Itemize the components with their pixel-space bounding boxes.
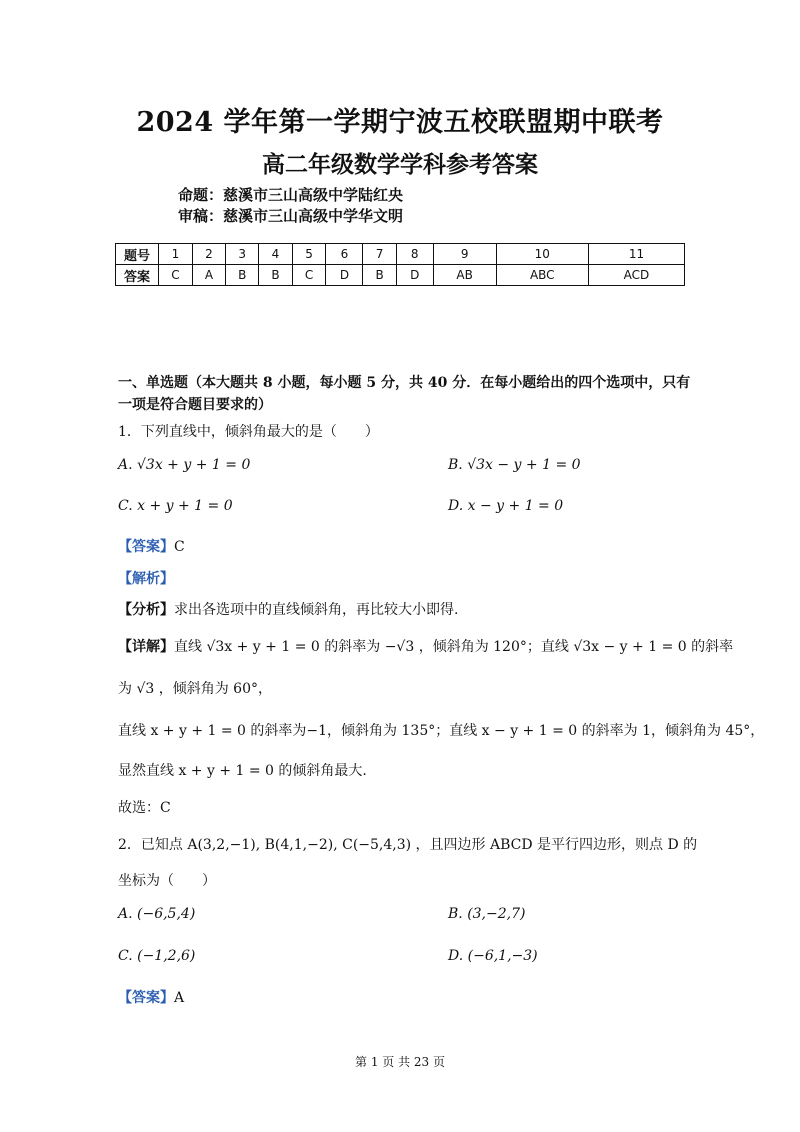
q2-option-d: D. (−6,1,−3)	[448, 948, 538, 964]
analysis-tag: 【解析】	[118, 571, 174, 587]
detail-line-1: 直线 √3x + y + 1 = 0 的斜率为 −√3 ，倾斜角为 120°；直线 √3x − y + 1 = 0 的斜率	[174, 639, 734, 655]
question-number-row	[116, 244, 685, 265]
table-cell: AB	[433, 265, 496, 286]
row-label: 题号	[116, 244, 159, 265]
q1-option-c: C. x + y + 1 = 0	[118, 498, 233, 514]
table-cell: 2	[192, 244, 225, 265]
q2-option-c: C. (−1,2,6)	[118, 948, 196, 964]
fenxi-text: 求出各选项中的直线倾斜角，再比较大小即得.	[174, 602, 459, 618]
q1-analysis	[118, 568, 174, 588]
table-cell: B	[259, 265, 292, 286]
reviewer-line: 审稿：慈溪市三山高级中学华文明	[178, 207, 404, 225]
table-cell: 3	[226, 244, 259, 265]
answer-tag: 【答案】	[118, 990, 174, 1006]
q2-option-b: B. (3,−2,7)	[448, 906, 526, 922]
author-line: 命题：慈溪市三山高级中学陆红央	[178, 186, 404, 204]
table-cell: C	[159, 265, 193, 286]
table-cell: 1	[159, 244, 193, 265]
table-cell: D	[396, 265, 433, 286]
table-cell: 8	[396, 244, 433, 265]
answer-value: C	[174, 539, 185, 555]
table-cell: C	[292, 265, 326, 286]
question-2-stem: 2．已知点 A(3,2,−1), B(4,1,−2), C(−5,4,3) ，且四边形 ABCD 是平行四边形，则点 D 的	[118, 837, 698, 853]
section-heading: 一、单选题（本大题共 8 小题，每小题 5 分，共 40 分．在每小题给出的四个选项中，只有	[118, 375, 691, 391]
table-cell: 10	[496, 244, 588, 265]
q1-conclusion: 故选：C	[118, 800, 171, 816]
q2-answer	[118, 987, 184, 1007]
table-cell: B	[226, 265, 259, 286]
answer-table	[115, 243, 685, 286]
section-heading-cont: 一项是符合题目要求的）	[118, 397, 272, 413]
q1-detail	[118, 636, 733, 656]
table-cell: ABC	[496, 265, 588, 286]
question-2-stem-cont: 坐标为（ ）	[118, 873, 216, 889]
q1-detail-line-2: 为 √3 ，倾斜角为 60°，	[118, 681, 272, 697]
q1-detail-line-3: 直线 x + y + 1 = 0 的斜率为−1，倾斜角为 135°；直线 x − y + 1 = 0 的斜率为 1，倾斜角为 45°，	[118, 723, 765, 739]
table-cell: D	[326, 265, 363, 286]
q1-option-b: B. √3x − y + 1 = 0	[448, 457, 581, 473]
table-cell: 6	[326, 244, 363, 265]
fenxi-tag: 【分析】	[118, 602, 174, 618]
table-cell: 7	[363, 244, 396, 265]
table-cell: B	[363, 265, 396, 286]
page-footer: 第 1 页 共 23 页	[355, 1055, 445, 1069]
answer-tag: 【答案】	[118, 539, 174, 555]
table-cell: 9	[433, 244, 496, 265]
question-1-stem: 1．下列直线中，倾斜角最大的是（ ）	[118, 424, 379, 440]
q1-fenxi	[118, 599, 458, 619]
document-subtitle: 高二年级数学学科参考答案	[262, 151, 538, 178]
answer-row	[116, 265, 685, 286]
table-cell: 4	[259, 244, 292, 265]
document-title: 2024 学年第一学期宁波五校联盟期中联考	[136, 107, 664, 138]
q1-detail-line-4: 显然直线 x + y + 1 = 0 的倾斜角最大.	[118, 763, 367, 779]
q1-option-d: D. x − y + 1 = 0	[448, 498, 564, 514]
answer-value: A	[174, 990, 185, 1006]
table-cell: A	[192, 265, 225, 286]
q2-option-a: A. (−6,5,4)	[118, 906, 196, 922]
q1-option-a: A. √3x + y + 1 = 0	[118, 457, 251, 473]
detail-tag: 【详解】	[118, 639, 174, 655]
table-cell: 5	[292, 244, 326, 265]
row-label: 答案	[116, 265, 159, 286]
q1-answer	[118, 536, 185, 556]
table-cell: ACD	[588, 265, 684, 286]
table-cell: 11	[588, 244, 684, 265]
